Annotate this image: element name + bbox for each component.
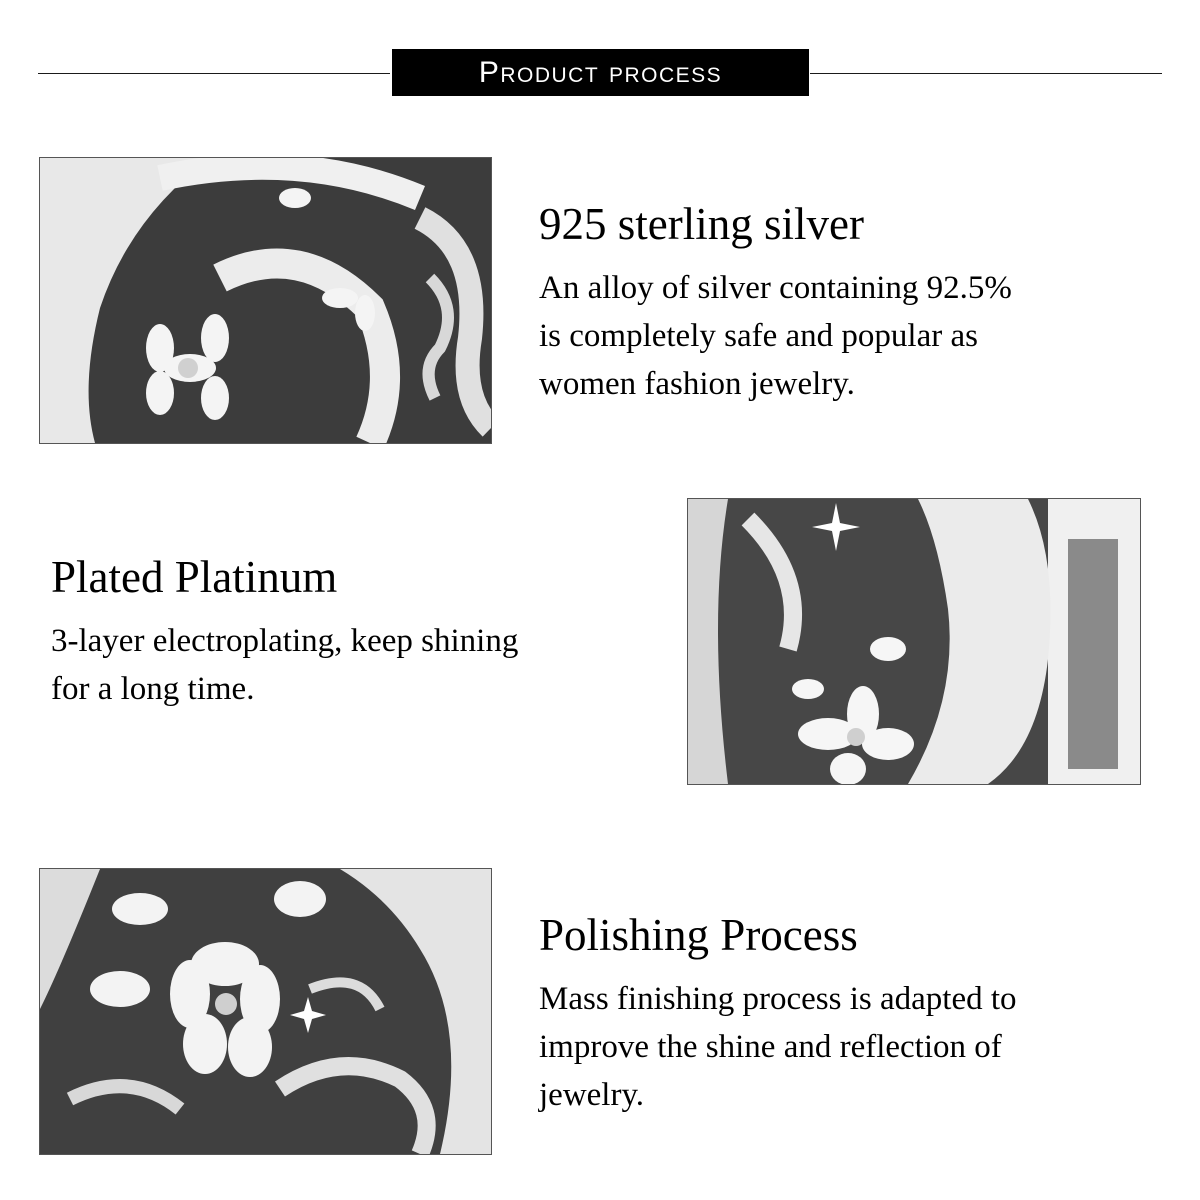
section-title: Plated Platinum xyxy=(51,552,338,602)
section-plated-platinum xyxy=(51,551,611,713)
product-image-plated-platinum xyxy=(687,498,1141,785)
section-title: Polishing Process xyxy=(539,910,858,960)
banner-title: Product process xyxy=(478,55,723,89)
section-description xyxy=(539,264,1099,408)
header-rule-left xyxy=(38,73,390,74)
description-line: is completely safe and popular as xyxy=(539,318,978,354)
description-line: improve the shine and reflection of xyxy=(539,1029,1002,1065)
description-line: for a long time. xyxy=(51,671,255,707)
section-title: 925 sterling silver xyxy=(539,199,864,249)
section-banner xyxy=(392,49,809,96)
description-line: jewelry. xyxy=(539,1077,645,1113)
section-polishing xyxy=(539,909,1119,1119)
description-line: An alloy of silver containing 92.5% xyxy=(539,270,1012,306)
product-image-polishing xyxy=(39,868,492,1155)
section-description xyxy=(539,975,1119,1119)
description-line: 3-layer electroplating, keep shining xyxy=(51,623,519,659)
header-rule-right xyxy=(810,73,1162,74)
section-sterling-silver xyxy=(539,198,1099,408)
description-line: women fashion jewelry. xyxy=(539,366,855,402)
section-description xyxy=(51,617,611,713)
description-line: Mass finishing process is adapted to xyxy=(539,981,1017,1017)
product-image-sterling-silver xyxy=(39,157,492,444)
